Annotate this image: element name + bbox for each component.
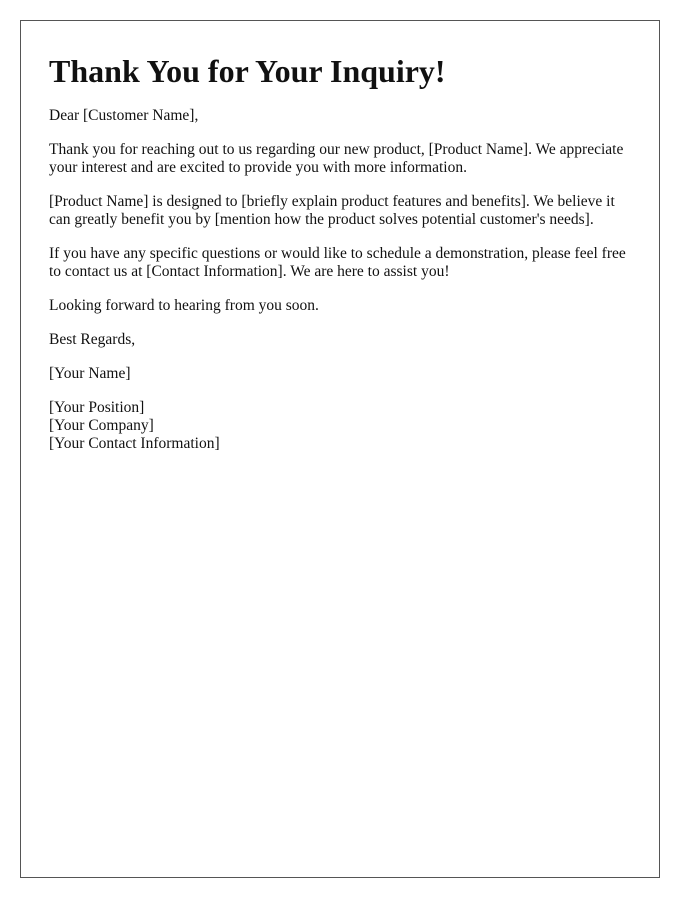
sender-name: [Your Name] bbox=[49, 365, 131, 383]
letter-paragraph-intro: Thank you for reaching out to us regarding our new product, [Product Name]. We appreciate your interest and are excited to provide you with more information. bbox=[49, 141, 624, 177]
sender-details bbox=[49, 399, 631, 453]
letter-paragraph-contact: If you have any specific questions or would like to schedule a demonstration, please feel free to contact us at [Contact Information]. We are here to assist you! bbox=[49, 245, 626, 281]
letter-paragraph-closing-remark: Looking forward to hearing from you soon. bbox=[49, 297, 319, 315]
letter-title: Thank You for Your Inquiry! bbox=[49, 53, 446, 89]
sender-company: [Your Company] bbox=[49, 417, 154, 435]
letter-salutation: Dear [Customer Name], bbox=[49, 107, 199, 125]
sender-contact-information: [Your Contact Information] bbox=[49, 435, 220, 453]
sender-position: [Your Position] bbox=[49, 399, 145, 417]
letter-paragraph-product: [Product Name] is designed to [briefly explain product features and benefits]. We believe it can greatly benefit you by [mention how the product solves potential customer's needs]. bbox=[49, 193, 615, 229]
letter-document bbox=[20, 20, 660, 878]
letter-body bbox=[21, 21, 659, 453]
letter-closing: Best Regards, bbox=[49, 331, 136, 349]
